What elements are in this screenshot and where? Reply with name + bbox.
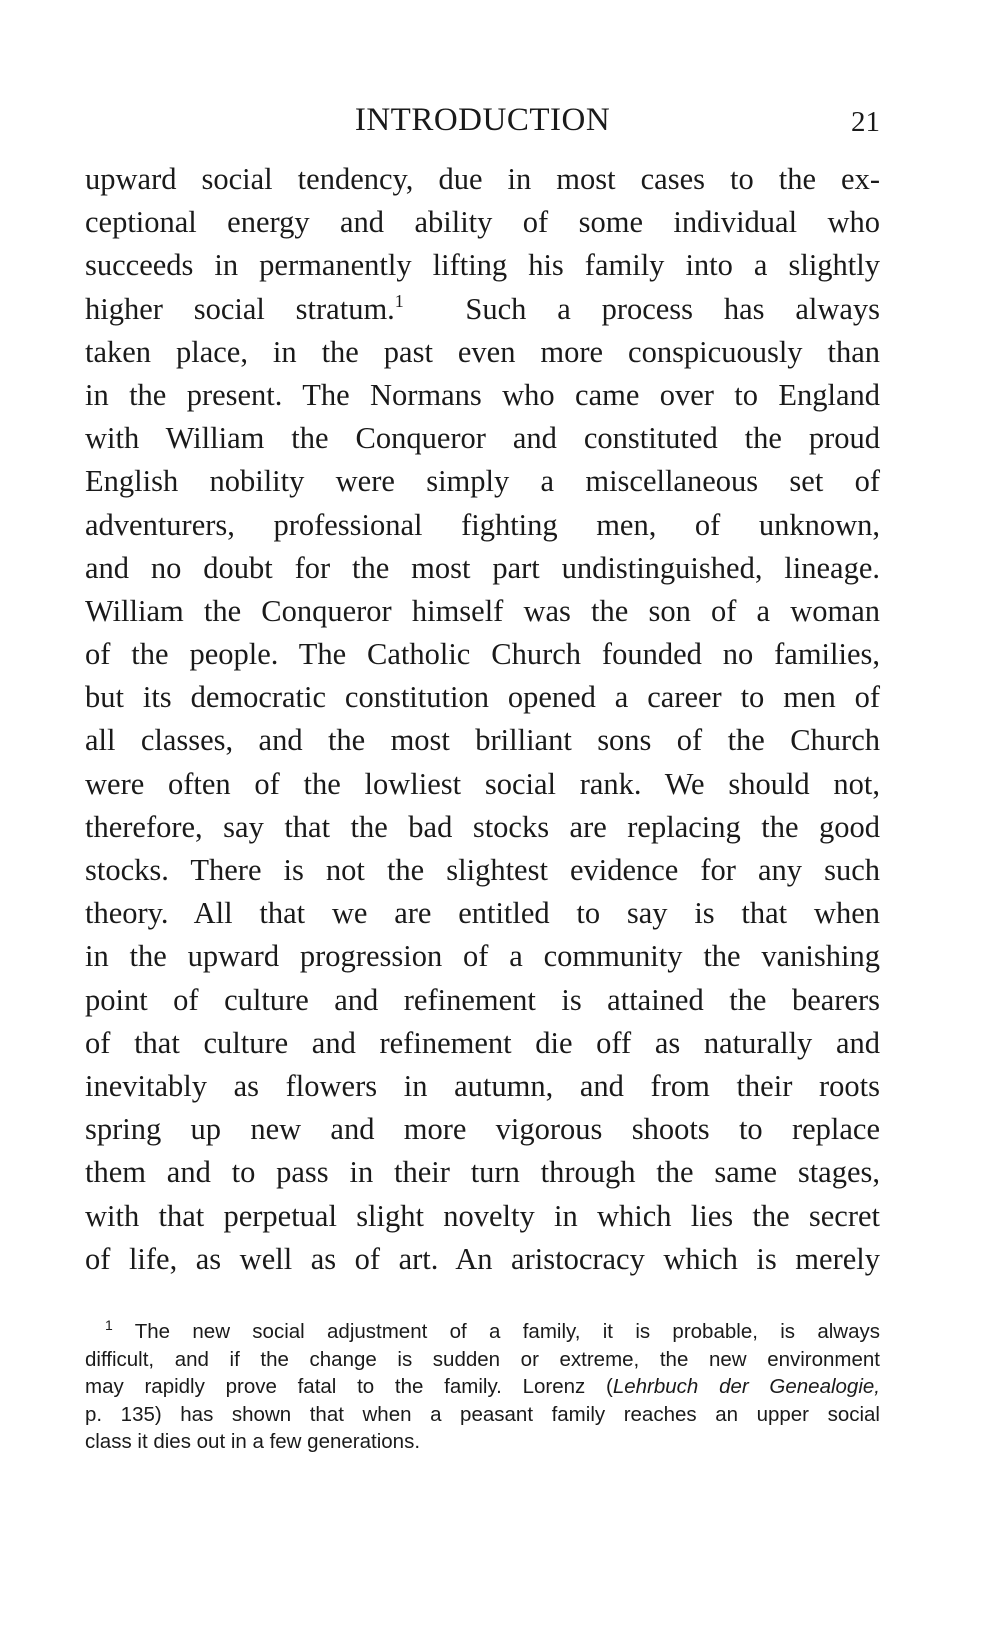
footnote-reference: 1	[394, 290, 404, 311]
footnote-mark: 1	[105, 1317, 113, 1333]
text-fragment: Such a process has always	[465, 291, 881, 326]
footnote-line: p. 135) has shown that when a peasant family reaches an upper social	[85, 1402, 880, 1426]
footnote-line	[85, 1373, 880, 1401]
text-line: them and to pass in their turn through the same stages,	[85, 1155, 880, 1190]
text-line: taken place, in the past even more conspicuously than	[85, 334, 880, 369]
text-line: spring up new and more vigorous shoots to replace	[85, 1112, 880, 1147]
text-line: in the present. The Normans who came over to England	[85, 377, 880, 412]
text-line: William the Conqueror himself was the son of a woman	[85, 593, 880, 628]
text-line: stocks. There is not the slightest evidence for any such	[85, 853, 880, 887]
text-line: upward social tendency, due in most cases to the ex-	[85, 162, 880, 196]
text-line: adventurers, professional fighting men, of unknown,	[85, 507, 880, 542]
text-line: inevitably as flowers in autumn, and from their roots	[85, 1068, 880, 1103]
footnote-line: class it dies out in a few generations.	[85, 1430, 421, 1453]
footnote	[85, 1318, 880, 1456]
running-title: INTRODUCTION	[354, 102, 611, 138]
text-line: all classes, and the most brilliant sons of the Church	[85, 723, 880, 758]
footnote-text: The new social adjustment of a family, it is probable, is always	[134, 1320, 881, 1343]
text-line: therefore, say that the bad stocks are replacing the good	[85, 809, 880, 844]
text-line: were often of the lowliest social rank. We should not,	[85, 766, 880, 801]
text-line: ceptional energy and ability of some individual who	[85, 205, 880, 240]
running-header	[85, 102, 880, 142]
text-line: of life, as well as of art. An aristocracy which is merely	[85, 1241, 880, 1276]
text-line: and no doubt for the most part undistinguished, lineage.	[85, 550, 880, 585]
body-text	[85, 158, 880, 1281]
footnote-line	[85, 1318, 880, 1346]
book-title: Lehrbuch der Genealogie,	[612, 1375, 880, 1398]
text-line: but its democratic constitution opened a career to men of	[85, 680, 880, 715]
text-fragment: higher social stratum.	[85, 291, 395, 326]
text-line: of the people. The Catholic Church founded no families,	[85, 637, 880, 672]
text-line: with William the Conqueror and constituted the proud	[85, 421, 880, 456]
text-line: succeeds in permanently lifting his family into a slightly	[85, 248, 880, 283]
footnote-line: difficult, and if the change is sudden or extreme, the new environment	[85, 1347, 880, 1371]
text-line: with that perpetual slight novelty in which lies the secret	[85, 1198, 880, 1233]
text-line: point of culture and refinement is attained the bearers	[85, 982, 880, 1017]
text-line: in the upward progression of a community the vanishing	[85, 939, 880, 974]
text-line: theory. All that we are entitled to say is that when	[85, 896, 880, 931]
text-line: of that culture and refinement die off as naturally and	[85, 1025, 880, 1060]
text-line: English nobility were simply a miscellaneous set of	[85, 464, 880, 499]
footnote-text: may rapidly prove fatal to the family. Lorenz (	[85, 1375, 613, 1398]
page-number: 21	[851, 106, 880, 138]
text-line-with-footnote-ref	[85, 288, 880, 331]
